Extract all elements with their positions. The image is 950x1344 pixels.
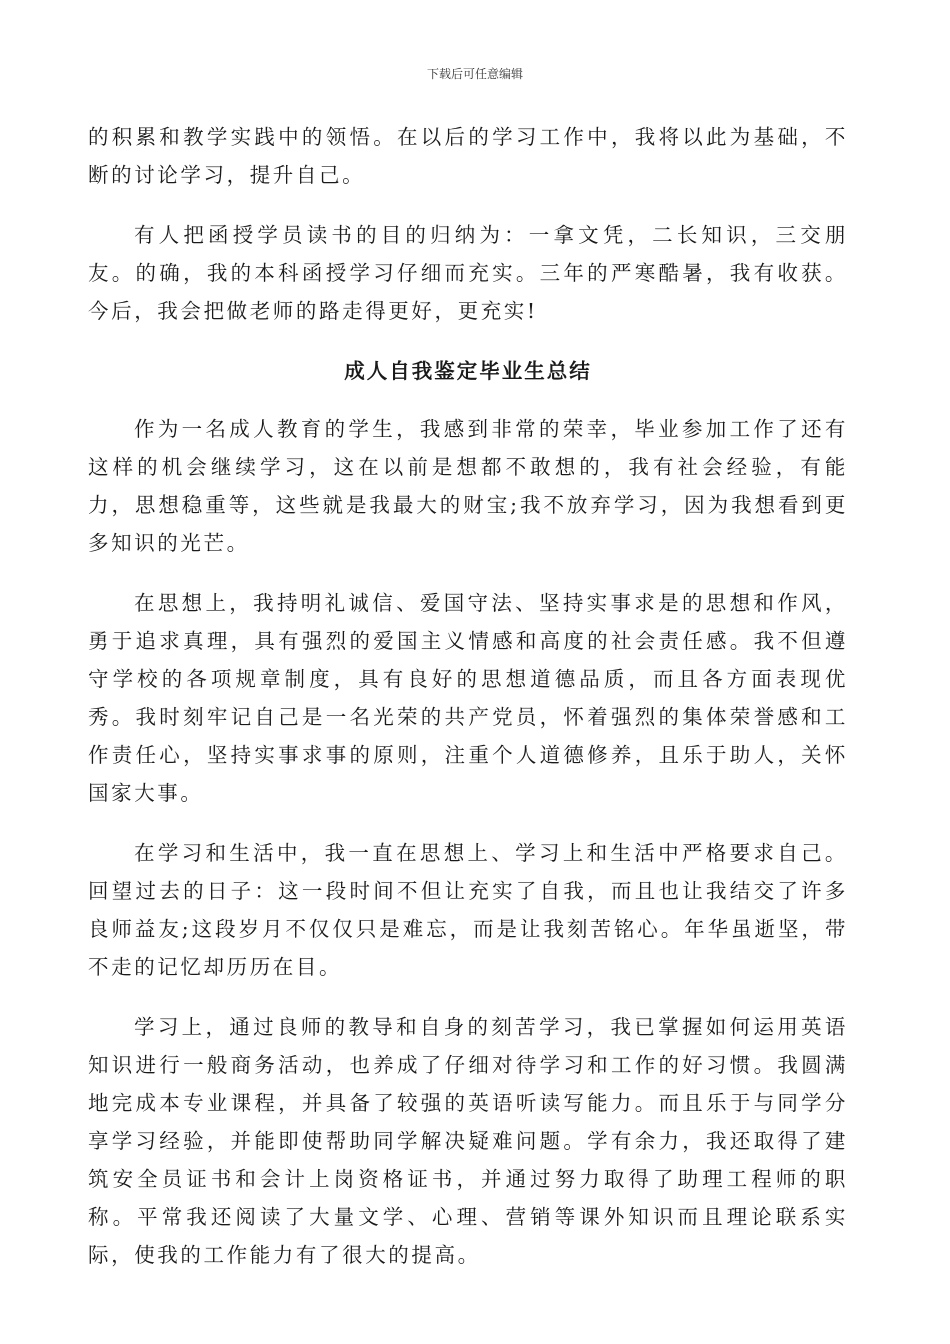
section-paragraph-3: 在学习和生活中，我一直在思想上、学习上和生活中严格要求自己。回望过去的日子：这一段时间不但让充实了自我，而且也让我结交了许多良师益友;这段岁月不仅仅只是难忘，而是让我刻苦铭心。年华虽逝坚，带不走的记忆却历历在目。 — [88, 841, 848, 979]
page-header: 下载后可任意编辑 — [426, 67, 523, 81]
section-title: 成人自我鉴定毕业生总结 — [344, 359, 592, 383]
section-paragraph-1: 作为一名成人教育的学生，我感到非常的荣幸，毕业参加工作了还有这样的机会继续学习，这在以前是想都不敢想的，我有社会经验，有能力，思想稳重等，这些就是我最大的财宝;我不放弃学习，因为我想看到更多知识的光芒。 — [88, 417, 848, 555]
paragraph-conclusion: 有人把函授学员读书的目的归纳为：一拿文凭，二长知识，三交朋友。的确，我的本科函授学习仔细而充实。三年的严寒酷暑，我有收获。今后，我会把做老师的路走得更好，更充实! — [88, 223, 848, 323]
section-paragraph-4: 学习上，通过良师的教导和自身的刻苦学习，我已掌握如何运用英语知识进行一般商务活动，也养成了仔细对待学习和工作的好习惯。我圆满地完成本专业课程，并具备了较强的英语听读写能力。而且乐于与同学分享学习经验，并能即使帮助同学解决疑难问题。学有余力，我还取得了建筑安全员证书和会计上岗资格证书，并通过努力取得了助理工程师的职称。平常我还阅读了大量文学、心理、营销等课外知识而且理论联系实际，使我的工作能力有了很大的提高。 — [88, 1015, 848, 1267]
paragraph-continuation: 的积累和教学实践中的领悟。在以后的学习工作中，我将以此为基础，不断的讨论学习，提升自己。 — [88, 125, 848, 187]
document-body — [88, 118, 848, 1296]
section-paragraph-2: 在思想上，我持明礼诚信、爱国守法、坚持实事求是的思想和作风，勇于追求真理，具有强烈的爱国主义情感和高度的社会责任感。我不但遵守学校的各项规章制度，具有良好的思想道德品质，而且各方面表现优秀。我时刻牢记自己是一名光荣的共产党员，怀着强烈的集体荣誉感和工作责任心，坚持实事求事的原则，注重个人道德修养，且乐于助人，关怀国家大事。 — [88, 591, 848, 805]
